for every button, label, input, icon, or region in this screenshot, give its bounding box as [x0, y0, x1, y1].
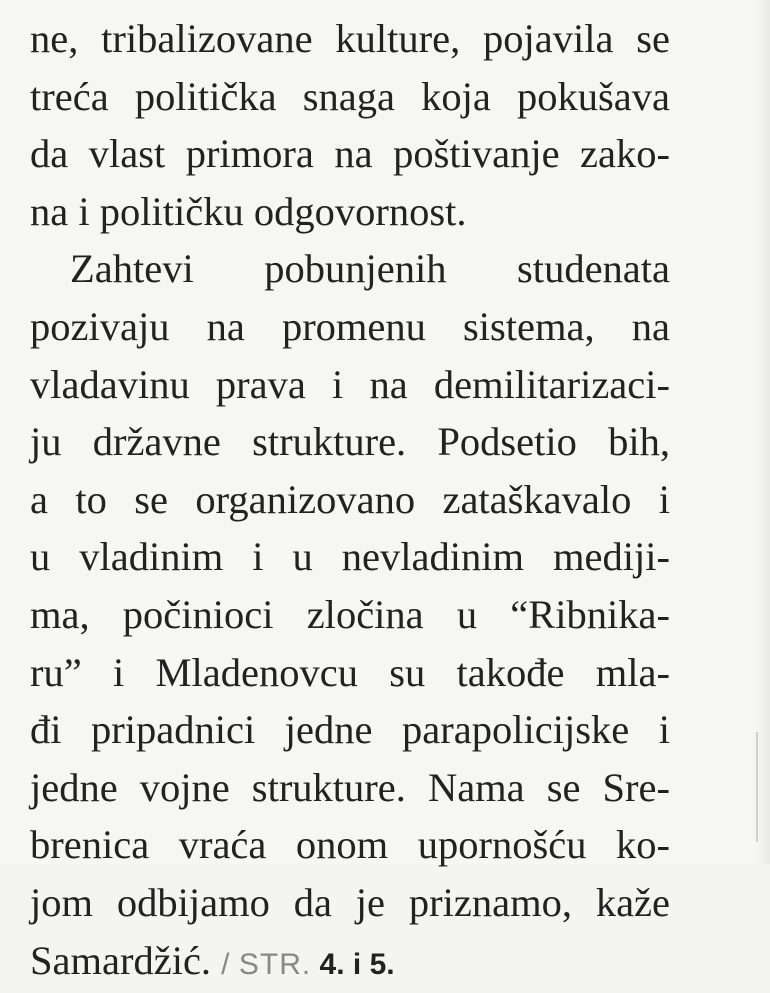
text-line: ru” i Mladenovcu su takođe mla-	[30, 644, 670, 702]
page-edge-line	[756, 732, 758, 842]
text-line: u vladinim i u nevladinim mediji-	[30, 528, 670, 586]
text-line-final	[30, 932, 670, 993]
page-reference	[221, 948, 394, 981]
text-line: brenica vraća onom upornošću ko-	[30, 816, 670, 874]
text-line: Zahtevi pobunjenih studenata	[30, 240, 670, 298]
article-body	[30, 10, 670, 993]
text-line: ma, počinioci zločina u “Ribnika-	[30, 586, 670, 644]
cropped-top-line	[58, 0, 698, 6]
text-line: vladavinu prava i na demilitarizaci-	[30, 356, 670, 414]
text-line: jom odbijamo da je priznamo, kaže	[30, 874, 670, 932]
paragraph-2	[30, 240, 670, 993]
reference-slash: /	[221, 948, 230, 981]
text-line: pozivaju na promenu sistema, na	[30, 298, 670, 356]
reference-pages: 4. i 5.	[320, 948, 395, 981]
closing-text: Samardžić.	[30, 938, 211, 983]
paragraph-1	[30, 10, 670, 240]
text-line: ne, tribalizovane kulture, pojavila se	[30, 10, 670, 68]
text-line: đi pripadnici jedne parapolicijske i	[30, 701, 670, 759]
text-line: ju državne strukture. Podsetio bih,	[30, 413, 670, 471]
reference-str-label: STR.	[239, 948, 311, 981]
text-line: jedne vojne strukture. Nama se Sre-	[30, 759, 670, 817]
text-line: na i političku odgovornost.	[30, 183, 670, 241]
text-line: treća politička snaga koja pokušava	[30, 68, 670, 126]
text-line: da vlast primora na poštivanje zako-	[30, 125, 670, 183]
page-edge-shadow	[756, 0, 770, 864]
text-line: a to se organizovano zataškavalo i	[30, 471, 670, 529]
